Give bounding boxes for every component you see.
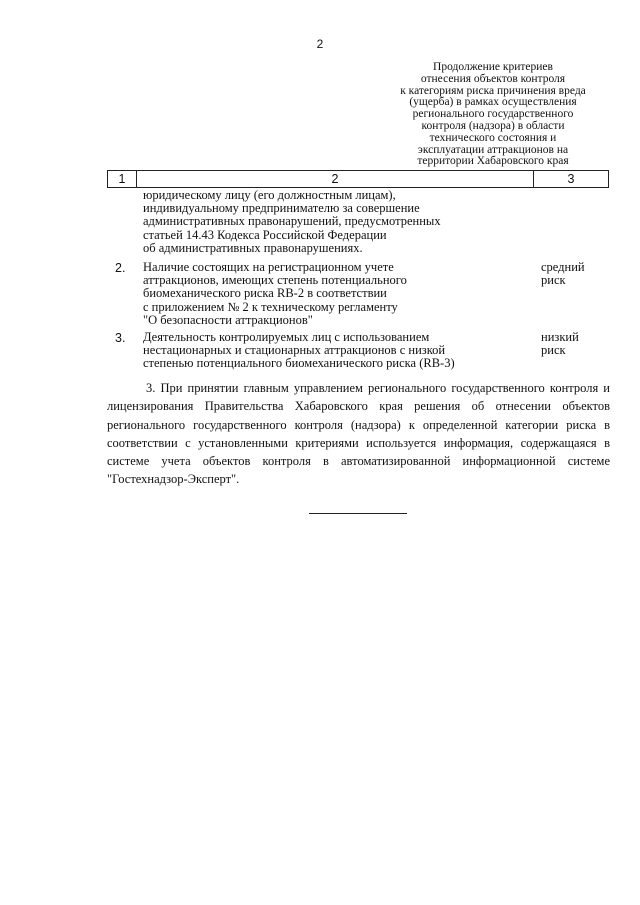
row-text-line: биомеханического риска RB-2 в соответствии <box>143 286 387 301</box>
row-text-line: нестационарных и стационарных аттракционов с низкой <box>143 343 446 358</box>
row-text-line: об административных правонарушениях. <box>143 240 363 255</box>
row-text-line: индивидуальному предпринимателю за совершение <box>143 201 420 216</box>
row-text-line: юридическому лицу (его должностным лицам), <box>143 188 396 202</box>
body-paragraph: 3. При принятии главным управлением регионального государственного контроля и лицензирования Правительства Хабаровского края решения об отнесении объектов регионального государственного контроля (надзора) к определенной категории риска в соответствии с установленными критериями используется информация, содержащаяся в системе учета объектов контроля в автоматизированной информационной системе "Гостехнадзор-Эксперт". <box>107 381 610 487</box>
table-header-cell: 3 <box>567 172 575 186</box>
continuation-line: Продолжение критериев <box>433 61 553 73</box>
row-text-line: степенью потенциального биомеханического риска (RB-3) <box>143 356 455 371</box>
continuation-line: к категориям риска причинения вреда <box>400 84 586 97</box>
continuation-line: (ущерба) в рамках осуществления <box>409 96 577 109</box>
continuation-line: отнесения объектов контроля <box>420 72 566 85</box>
row-text-line: "О безопасности аттракционов" <box>143 312 313 327</box>
row-description <box>143 331 533 371</box>
risk-category <box>541 331 579 357</box>
row-text-line: административных правонарушений, предусмотренных <box>143 214 441 229</box>
closing-rule <box>309 513 407 514</box>
table-header-cell: 2 <box>137 171 534 187</box>
table-header-row <box>107 170 609 188</box>
row-text-line: аттракционов, имеющих степень потенциального <box>143 273 407 288</box>
risk-line: риск <box>541 343 566 358</box>
table-header-cell: 1 <box>108 171 137 187</box>
row-text-line: статьей 14.43 Кодекса Российской Федерации <box>143 227 387 242</box>
continuation-line: эксплуатации аттракционов на <box>417 143 569 156</box>
row-number: 2. <box>115 261 126 275</box>
risk-line: низкий <box>541 330 579 344</box>
row-number: 3. <box>115 331 126 345</box>
row-text-line: Деятельность контролируемых лиц с использованием <box>143 330 430 344</box>
risk-line: риск <box>541 273 566 288</box>
row-description <box>143 261 533 327</box>
risk-category <box>541 261 585 287</box>
continuation-line: контроля (надзора) в области <box>421 119 565 132</box>
risk-line: средний <box>541 260 585 274</box>
row-text-line: с приложением № 2 к техническому регламенту <box>143 299 398 314</box>
continuation-line: территории Хабаровского края <box>417 155 569 168</box>
page-number: 2 <box>316 37 324 51</box>
table-row-continued <box>143 189 543 255</box>
continuation-line: регионального государственного <box>412 108 574 121</box>
continuation-header <box>378 62 608 168</box>
continuation-line: технического состояния и <box>429 131 557 144</box>
row-text-line: Наличие состоящих на регистрационном учете <box>143 260 394 274</box>
